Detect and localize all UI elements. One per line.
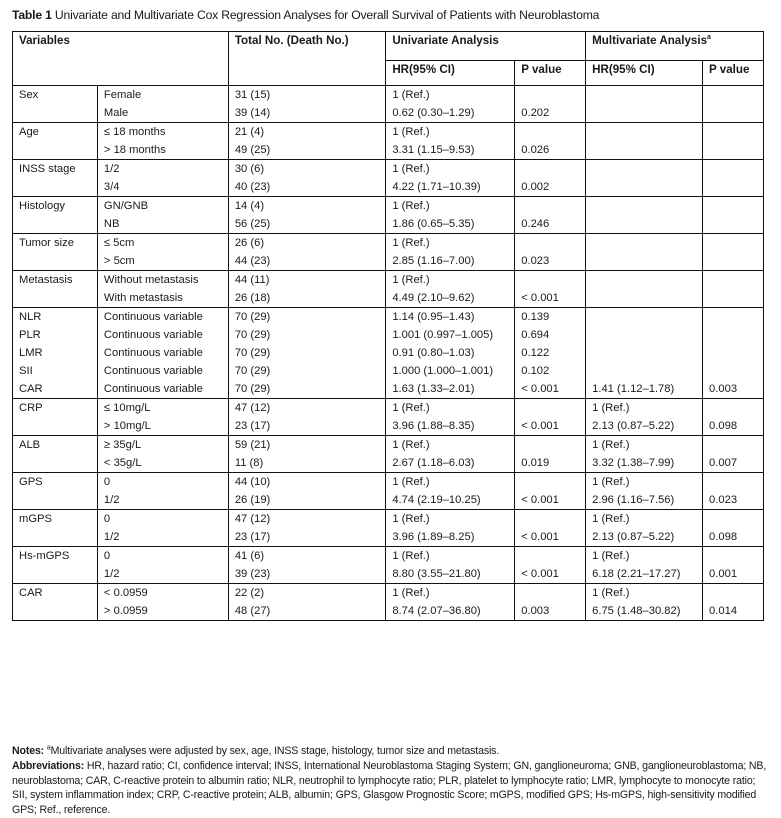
- cell-var: Age: [13, 123, 98, 160]
- cell-multi-p: 0.001: [703, 547, 764, 584]
- cell-multi-hr: 1.41 (1.12–1.78): [586, 308, 703, 399]
- cell-uni-p: 0.003: [515, 584, 586, 621]
- header-variables: Variables: [13, 32, 229, 86]
- cell-uni-hr: 1 (Ref.) 0.62 (0.30–1.29): [386, 86, 515, 123]
- header-uni-hr: HR(95% CI): [386, 61, 515, 86]
- cell-levels: Continuous variable Continuous variable Continuous variable Continuous variable Continuous variable: [97, 308, 228, 399]
- cell-multi-hr: [586, 123, 703, 160]
- cell-uni-hr: 1 (Ref.) 3.96 (1.88–8.35): [386, 399, 515, 436]
- cell-var: GPS: [13, 473, 98, 510]
- cell-totals: 30 (6) 40 (23): [228, 160, 385, 197]
- cell-multi-hr: 1 (Ref.) 3.32 (1.38–7.99): [586, 436, 703, 473]
- cell-levels: ≤ 18 months > 18 months: [97, 123, 228, 160]
- cell-uni-p: 0.026: [515, 123, 586, 160]
- table-row: [13, 160, 764, 197]
- cell-var: CRP: [13, 399, 98, 436]
- cell-multi-p: 0.014: [703, 584, 764, 621]
- cell-uni-p: 0.019: [515, 436, 586, 473]
- cell-uni-hr: 1 (Ref.) 1.86 (0.65–5.35): [386, 197, 515, 234]
- table-label: Table 1: [12, 8, 52, 22]
- table-row: [13, 234, 764, 271]
- header-uni-p: P value: [515, 61, 586, 86]
- table-row: [13, 584, 764, 621]
- cell-uni-hr: 1 (Ref.) 4.49 (2.10–9.62): [386, 271, 515, 308]
- cell-uni-hr: 1 (Ref.) 8.74 (2.07–36.80): [386, 584, 515, 621]
- cell-multi-hr: 1 (Ref.) 2.96 (1.16–7.56): [586, 473, 703, 510]
- table-row: [13, 308, 764, 399]
- cell-multi-hr: [586, 160, 703, 197]
- cell-var: Metastasis: [13, 271, 98, 308]
- notes-line: Notes: $^a$Multivariate analyses were adjusted by sex, age, INSS stage, histology, tumor size and metastasis.: [12, 744, 500, 757]
- cell-levels: Without metastasis With metastasis: [97, 271, 228, 308]
- header-multi-p: P value: [703, 61, 764, 86]
- table-notes: [12, 744, 767, 818]
- table-row: [13, 510, 764, 547]
- cell-uni-p: 0.202: [515, 86, 586, 123]
- cell-multi-hr: 1 (Ref.) 6.18 (2.21–17.27): [586, 547, 703, 584]
- cell-multi-p: [703, 160, 764, 197]
- cell-multi-p: [703, 271, 764, 308]
- cell-totals: 41 (6) 39 (23): [228, 547, 385, 584]
- cell-multi-hr: [586, 197, 703, 234]
- cell-totals: 21 (4) 49 (25): [228, 123, 385, 160]
- cell-var: Sex: [13, 86, 98, 123]
- cell-totals: 59 (21) 11 (8): [228, 436, 385, 473]
- cell-multi-hr: 1 (Ref.) 2.13 (0.87–5.22): [586, 510, 703, 547]
- cell-multi-p: [703, 86, 764, 123]
- header-total: Total No. (Death No.): [228, 32, 385, 86]
- table-row: [13, 123, 764, 160]
- cell-uni-hr: 1 (Ref.) 3.31 (1.15–9.53): [386, 123, 515, 160]
- cell-totals: 70 (29) 70 (29) 70 (29) 70 (29) 70 (29): [228, 308, 385, 399]
- cell-uni-p: 0.023: [515, 234, 586, 271]
- cell-multi-p: 0.023: [703, 473, 764, 510]
- cell-levels: Female Male: [97, 86, 228, 123]
- cell-uni-hr: 1 (Ref.) 4.74 (2.19–10.25): [386, 473, 515, 510]
- cell-multi-hr: 1 (Ref.) 2.13 (0.87–5.22): [586, 399, 703, 436]
- cell-levels: 1/2 3/4: [97, 160, 228, 197]
- cell-multi-hr: [586, 86, 703, 123]
- cell-totals: 14 (4) 56 (25): [228, 197, 385, 234]
- table-caption: [12, 8, 599, 22]
- cell-multi-hr: [586, 234, 703, 271]
- cell-var: CAR: [13, 584, 98, 621]
- cell-totals: 47 (12) 23 (17): [228, 510, 385, 547]
- cell-multi-p: 0.007: [703, 436, 764, 473]
- cell-multi-hr: [586, 271, 703, 308]
- table-row: [13, 86, 764, 123]
- cell-uni-hr: 1 (Ref.) 2.67 (1.18–6.03): [386, 436, 515, 473]
- cell-uni-p: < 0.001: [515, 271, 586, 308]
- cell-uni-p: 0.002: [515, 160, 586, 197]
- header-univariate: Univariate Analysis: [386, 32, 586, 61]
- table-row: [13, 399, 764, 436]
- cell-multi-p: 0.098: [703, 399, 764, 436]
- table-row: [13, 473, 764, 510]
- cell-uni-p: < 0.001: [515, 547, 586, 584]
- cell-levels: ≥ 35g/L < 35g/L: [97, 436, 228, 473]
- cell-totals: 22 (2) 48 (27): [228, 584, 385, 621]
- cell-uni-hr: 1 (Ref.) 2.85 (1.16–7.00): [386, 234, 515, 271]
- cell-levels: GN/GNB NB: [97, 197, 228, 234]
- cell-var: Tumor size: [13, 234, 98, 271]
- cell-multi-p: 0.098: [703, 510, 764, 547]
- cell-var: NLR PLR LMR SII CAR: [13, 308, 98, 399]
- cell-var: Hs-mGPS: [13, 547, 98, 584]
- cell-totals: 26 (6) 44 (23): [228, 234, 385, 271]
- cell-totals: 47 (12) 23 (17): [228, 399, 385, 436]
- cell-levels: 0 1/2: [97, 510, 228, 547]
- cell-levels: 0 1/2: [97, 547, 228, 584]
- cell-uni-p: < 0.001: [515, 399, 586, 436]
- cell-levels: 0 1/2: [97, 473, 228, 510]
- cell-uni-p: < 0.001: [515, 473, 586, 510]
- cell-uni-hr: 1.14 (0.95–1.43) 1.001 (0.997–1.005) 0.91 (0.80–1.03) 1.000 (1.000–1.001) 1.63 (1.33–2.01): [386, 308, 515, 399]
- cell-levels: ≤ 5cm > 5cm: [97, 234, 228, 271]
- table-row: [13, 436, 764, 473]
- cell-levels: < 0.0959 > 0.0959: [97, 584, 228, 621]
- cell-var: INSS stage: [13, 160, 98, 197]
- table-row: [13, 547, 764, 584]
- cell-var: Histology: [13, 197, 98, 234]
- table-body: [13, 86, 764, 621]
- cell-multi-p: 0.003: [703, 308, 764, 399]
- header-multi-hr: HR(95% CI): [586, 61, 703, 86]
- header-multivariate: Multivariate Analysis$^a$: [586, 32, 764, 61]
- cell-uni-hr: 1 (Ref.) 4.22 (1.71–10.39): [386, 160, 515, 197]
- cell-multi-p: [703, 123, 764, 160]
- cell-uni-hr: 1 (Ref.) 3.96 (1.89–8.25): [386, 510, 515, 547]
- cell-levels: ≤ 10mg/L > 10mg/L: [97, 399, 228, 436]
- cox-regression-table: [12, 31, 764, 621]
- cell-uni-hr: 1 (Ref.) 8.80 (3.55–21.80): [386, 547, 515, 584]
- table-title: Univariate and Multivariate Cox Regression Analyses for Overall Survival of Patients with Neuroblastoma: [54, 8, 600, 22]
- cell-totals: 31 (15) 39 (14): [228, 86, 385, 123]
- cell-multi-p: [703, 234, 764, 271]
- cell-uni-p: 0.139 0.694 0.122 0.102 < 0.001: [515, 308, 586, 399]
- table-row: [13, 197, 764, 234]
- cell-multi-p: [703, 197, 764, 234]
- abbreviations-line: Abbreviations: HR, hazard ratio; CI, confidence interval; INSS, International Neuroblastoma Staging System; GN, ganglioneuroma; GNB, ganglioneuroblastoma; NB, neuroblastoma; CAR, C-reactive protein to albumin ratio; NLR, neutrophil to lymphocyte ratio; PLR, platelet to lymphocyte ratio; LMR, lymphocyte to monocyte ratio; SII, system inflammation index; CRP, C-reactive protein; ALB, albumin; GPS, Glasgow Prognostic Score; mGPS, modified GPS; Hs-mGPS, high-sensitivity modified GPS; Ref., reference.: [12, 759, 767, 817]
- cell-totals: 44 (11) 26 (18): [228, 271, 385, 308]
- cell-multi-hr: 1 (Ref.) 6.75 (1.48–30.82): [586, 584, 703, 621]
- cell-totals: 44 (10) 26 (19): [228, 473, 385, 510]
- cell-var: ALB: [13, 436, 98, 473]
- table-row: [13, 271, 764, 308]
- cell-uni-p: < 0.001: [515, 510, 586, 547]
- cell-var: mGPS: [13, 510, 98, 547]
- cell-uni-p: 0.246: [515, 197, 586, 234]
